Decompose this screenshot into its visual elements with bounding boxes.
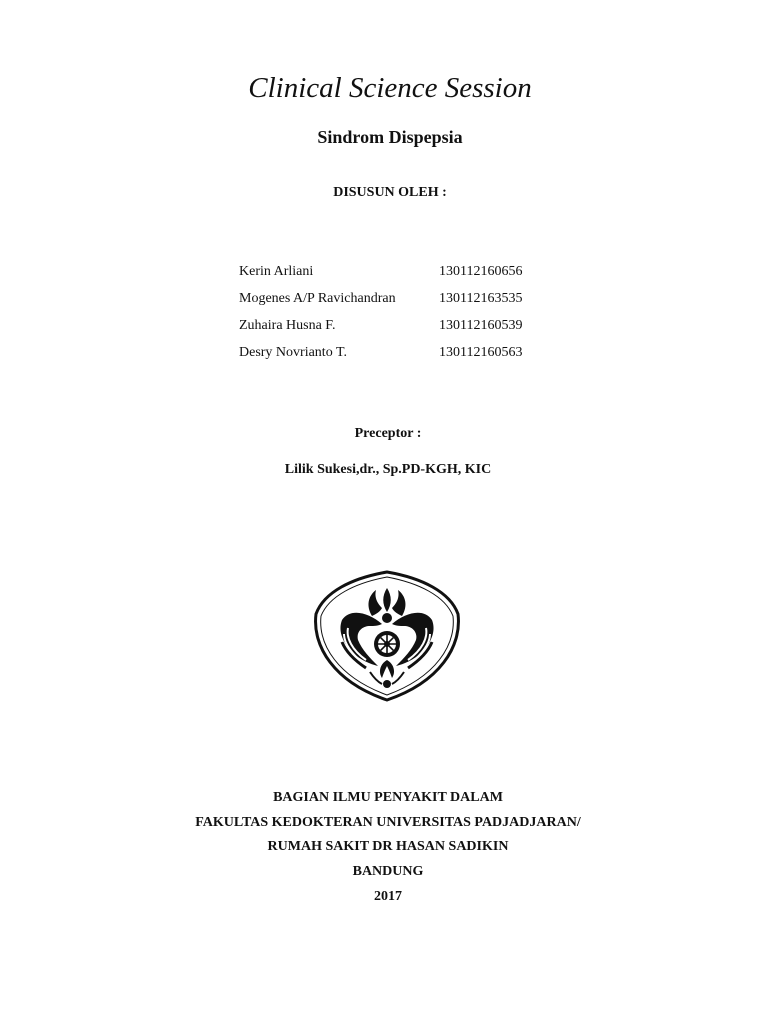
author-name: Kerin Arliani [239,264,314,279]
preceptor-name: Lilik Sukesi,dr., Sp.PD-KGH, KIC [284,462,492,477]
footer-department: BAGIAN ILMU PENYAKIT DALAM [273,790,503,805]
author-id: 130112160563 [439,345,523,360]
author-id: 130112160539 [439,318,523,333]
author-name: Mogenes A/P Ravichandran [239,291,396,306]
preceptor-label: Preceptor : [354,426,422,441]
footer-year: 2017 [374,889,402,904]
author-row [239,264,569,291]
author-list [239,264,569,372]
footer-city: BANDUNG [352,864,424,879]
author-row [239,345,569,372]
footer-faculty: FAKULTAS KEDOKTERAN UNIVERSITAS PADJADJARAN/ [195,815,581,830]
document-title: Clinical Science Session [248,72,532,104]
author-name: Desry Novrianto T. [239,345,347,360]
footer-hospital: RUMAH SAKIT DR HASAN SADIKIN [267,839,509,854]
author-id: 130112163535 [439,291,523,306]
university-emblem-icon [312,568,462,704]
document-subtitle: Sindrom Dispepsia [317,127,463,147]
author-row [239,318,569,345]
compiled-by-label: DISUSUN OLEH : [333,185,447,200]
author-name: Zuhaira Husna F. [239,318,336,333]
author-row [239,291,569,318]
author-id: 130112160656 [439,264,523,279]
